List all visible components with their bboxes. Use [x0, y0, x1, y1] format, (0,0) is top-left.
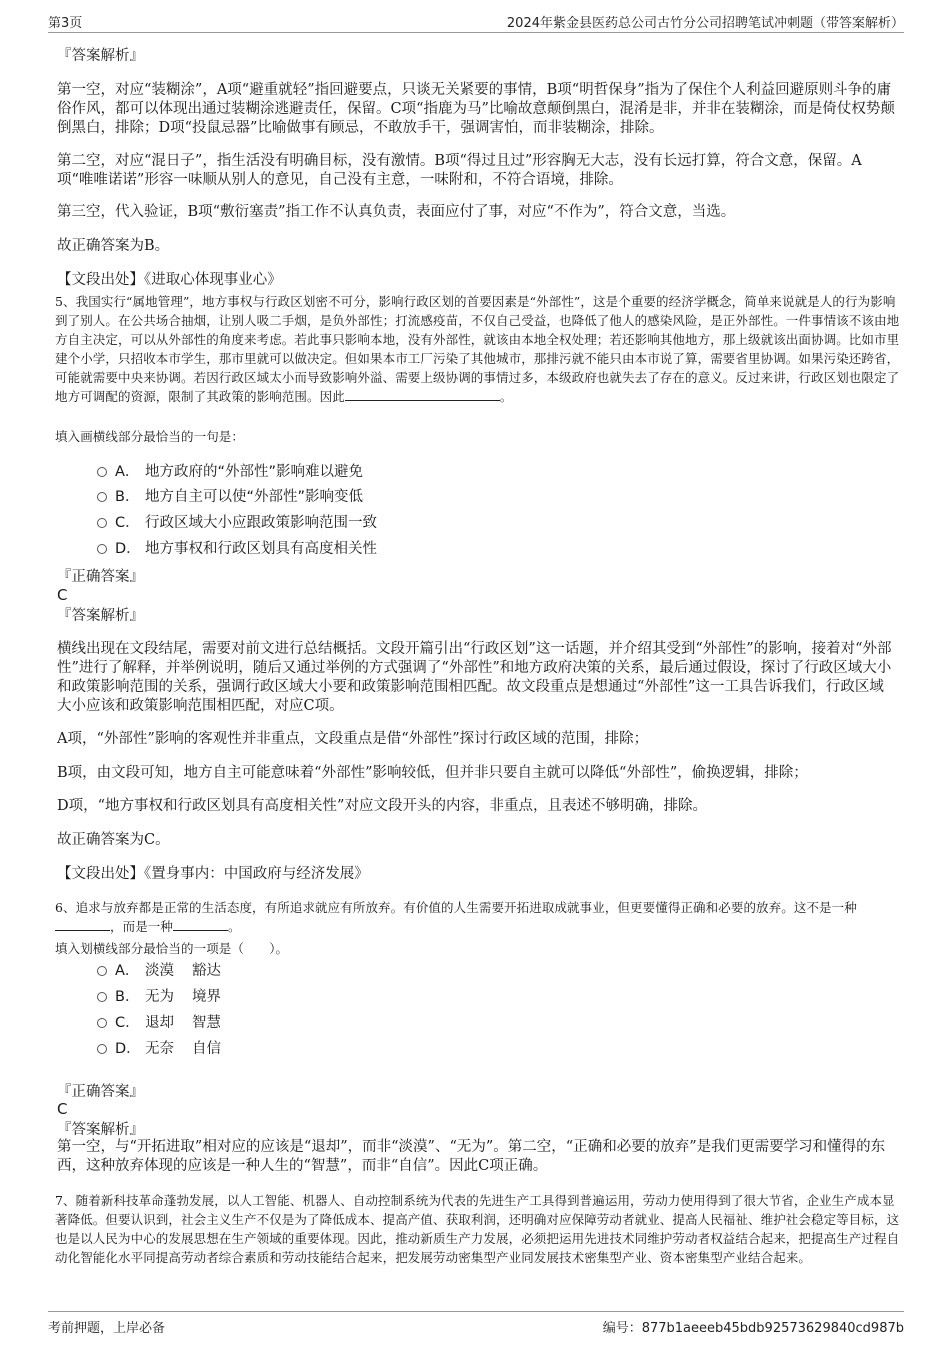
- q5-answer-label: 『正确答案』: [57, 569, 144, 585]
- q5-fill-blank: [345, 388, 500, 401]
- page-footer: [48, 1311, 904, 1338]
- q4-analysis-p3: 第三空，代入验证，B项“敷衍塞责”指工作不认真负责，表面应付了事，对应“不作为”，符合文意，当选。: [57, 204, 736, 220]
- q5-prompt: 填入画横线部分最恰当的一句是：: [55, 429, 245, 444]
- q5-option-a[interactable]: A． 地方政府的“外部性”影响难以避免: [97, 463, 363, 482]
- q6-option-b[interactable]: B． 无为 境界: [97, 988, 221, 1007]
- radio-icon[interactable]: [97, 966, 107, 976]
- radio-icon[interactable]: [97, 1018, 107, 1028]
- q4-source: 【文段出处】《进取心体现事业心》: [57, 272, 282, 288]
- q6-analysis: 第一空，与“开拓进取”相对应的应该是“退却”，而非“淡漠”、“无为”。第二空，“正确和必要的放弃”是我们更需要学习和懂得的东西，这种放弃体现的应该是一种人生的“智慧”，而非“自信”。因此C项正确。: [57, 1139, 886, 1174]
- q5-stem: [55, 292, 900, 406]
- radio-icon[interactable]: [97, 492, 107, 502]
- footer-slogan: 考前押题，上岸必备: [48, 1321, 166, 1336]
- q6-option-d[interactable]: D． 无奈 自信: [97, 1040, 221, 1059]
- q6-blank-2: [173, 918, 228, 931]
- radio-icon[interactable]: [97, 544, 107, 554]
- q5-answer-conclusion: 故正确答案为C。: [57, 832, 170, 848]
- page-number: 第3页: [48, 16, 83, 31]
- q5-option-b[interactable]: B． 地方自主可以使“外部性”影响变低: [97, 488, 363, 507]
- document-id: 编号：877b1aeeeb45bdb92573629840cd987b: [602, 1321, 904, 1336]
- q5-stem-text: 5、我国实行“属地管理”，地方事权与行政区划密不可分，影响行政区划的首要因素是“外部性”，这是个重要的经济学概念，简单来说就是人的行为影响到了别人。在公共场合抽烟，让别人吸二手烟，是负外部性；打流感疫苗，不仅自己受益，也降低了他人的感染风险，是正外部性。一件事情该不该由地方自主决定，可以从外部性的角度来考虑。若此事只影响本地，没有外部性，就该由本地全权处理；若还影响其他地方，那上级就该出面协调。比如市里建个小学，只招收本市学生，那市里就可以做决定。但如果本市工厂污染了其他城市，那排污就不能只由本市说了算，需要省里协调。如果污染还跨省，可能就需要中央来协调。若因行政区域太小而导致影响外溢、需要上级协调的事情过多，本级政府也就失去了存在的意义。反过来讲，行政区划也限定了地方可调配的资源，限制了其政策的影响范围。因此: [55, 294, 900, 404]
- q6-option-a[interactable]: A． 淡漠 豁达: [97, 962, 221, 981]
- q4-analysis-p2: 第二空，对应“混日子”，指生活没有明确目标，没有激情。B项“得过且过”形容胸无大志，没有长远打算，符合文意，保留。A项“唯唯诺诺”形容一味顺从别人的意见，自己没有主意，一味附和，不符合语境，排除。: [57, 153, 862, 188]
- q4-answer-conclusion: 故正确答案为B。: [57, 238, 170, 254]
- q6-blank-1: [55, 918, 110, 931]
- q5-analysis-p1: 横线出现在文段结尾，需要对前文进行总结概括。文段开篇引出“行政区划”这一话题，并介绍其受到“外部性”的影响，接着对“外部性”进行了解释，并举例说明，随后又通过举例的方式强调了“外部性”和地方政府决策的关系，最后通过假设，探讨了行政区域大小和政策影响范围的关系，强调行政区域大小要和政策影响范围相匹配。故文段重点是想通过“外部性”这一工具告诉我们，行政区域大小应该和政策影响范围相匹配，对应C项。: [57, 641, 892, 714]
- q5-option-d[interactable]: D． 地方事权和行政区划具有高度相关性: [97, 540, 377, 559]
- q7-stem: 7、随着新科技革命蓬勃发展，以人工智能、机器人、自动控制系统为代表的先进生产工具得到普遍运用，劳动力使用得到了很大节省，企业生产成本显著降低。但要认识到，社会主义生产不仅是为了降低成本、提高产值、获取利润，还明确对应保障劳动者就业、提高人民福祉、维护社会稳定等目标，这也是以人民为中心的发展思想在生产领域的重要体现。因此，推动新质生产力发展，必须把运用先进技术同维护劳动者权益结合起来，把提高生产过程自动化智能化水平同提高劳动者综合素质和劳动技能结合起来，把发展劳动密集型产业同发展技术密集型产业、资本密集型产业结合起来。: [55, 1193, 900, 1265]
- radio-icon[interactable]: [97, 467, 107, 477]
- q5-analysis-label: 『答案解析』: [57, 608, 144, 624]
- q6-stem: 6、追求与放弃都是正常的生活态度，有所追求就应有所放弃。有价值的人生需要开拓进取成就事业，但更要懂得正确和必要的放弃。这不是一种，而是一种 。: [55, 900, 857, 934]
- q6-analysis-label: 『答案解析』: [57, 1122, 144, 1138]
- q4-analysis-p1: 第一空，对应“装糊涂”，A项“避重就轻”指回避要点，只谈无关紧要的事情，B项“明哲保身”指为了保住个人利益回避原则斗争的庸俗作风，都可以体现出通过装糊涂逃避责任，保留。C项“指鹿为马”比喻故意颠倒黑白，混淆是非，并非在装糊涂，而是倚仗权势颠倒黑白，排除；D项“投鼠忌器”比喻做事有顾忌，不敢放手干，强调害怕，而非装糊涂，排除。: [57, 82, 895, 136]
- q5-analysis-p2: A项，“外部性”影响的客观性并非重点，文段重点是借“外部性”探讨行政区域的范围，排除；: [57, 731, 649, 747]
- radio-icon[interactable]: [97, 518, 107, 528]
- q6-answer-label: 『正确答案』: [57, 1084, 144, 1100]
- q4-analysis-label: 『答案解析』: [57, 48, 144, 64]
- q6-option-c[interactable]: C． 退却 智慧: [97, 1014, 221, 1033]
- q5-option-c[interactable]: C． 行政区域大小应跟政策影响范围一致: [97, 514, 377, 533]
- q6-prompt: 填入划横线部分最恰当的一项是（ ）。: [55, 941, 289, 956]
- q5-stem-end: 。: [499, 389, 513, 404]
- q5-analysis-p4: D项，“地方事权和行政区划具有高度相关性”对应文段开头的内容，非重点，且表述不够明确，排除。: [57, 798, 707, 814]
- q5-analysis-p3: B项，由文段可知，地方自主可能意味着“外部性”影响较低，但并非只要自主就可以降低“外部性”，偷换逻辑，排除；: [57, 765, 808, 781]
- radio-icon[interactable]: [97, 992, 107, 1002]
- radio-icon[interactable]: [97, 1044, 107, 1054]
- document-title: 2024年紫金县医药总公司古竹分公司招聘笔试冲刺题（带答案解析）: [506, 16, 904, 31]
- q5-source: 【文段出处】《置身事内：中国政府与经济发展》: [57, 866, 369, 882]
- page-header: [48, 10, 904, 33]
- q5-answer: C: [57, 586, 68, 604]
- q6-answer: C: [57, 1100, 68, 1118]
